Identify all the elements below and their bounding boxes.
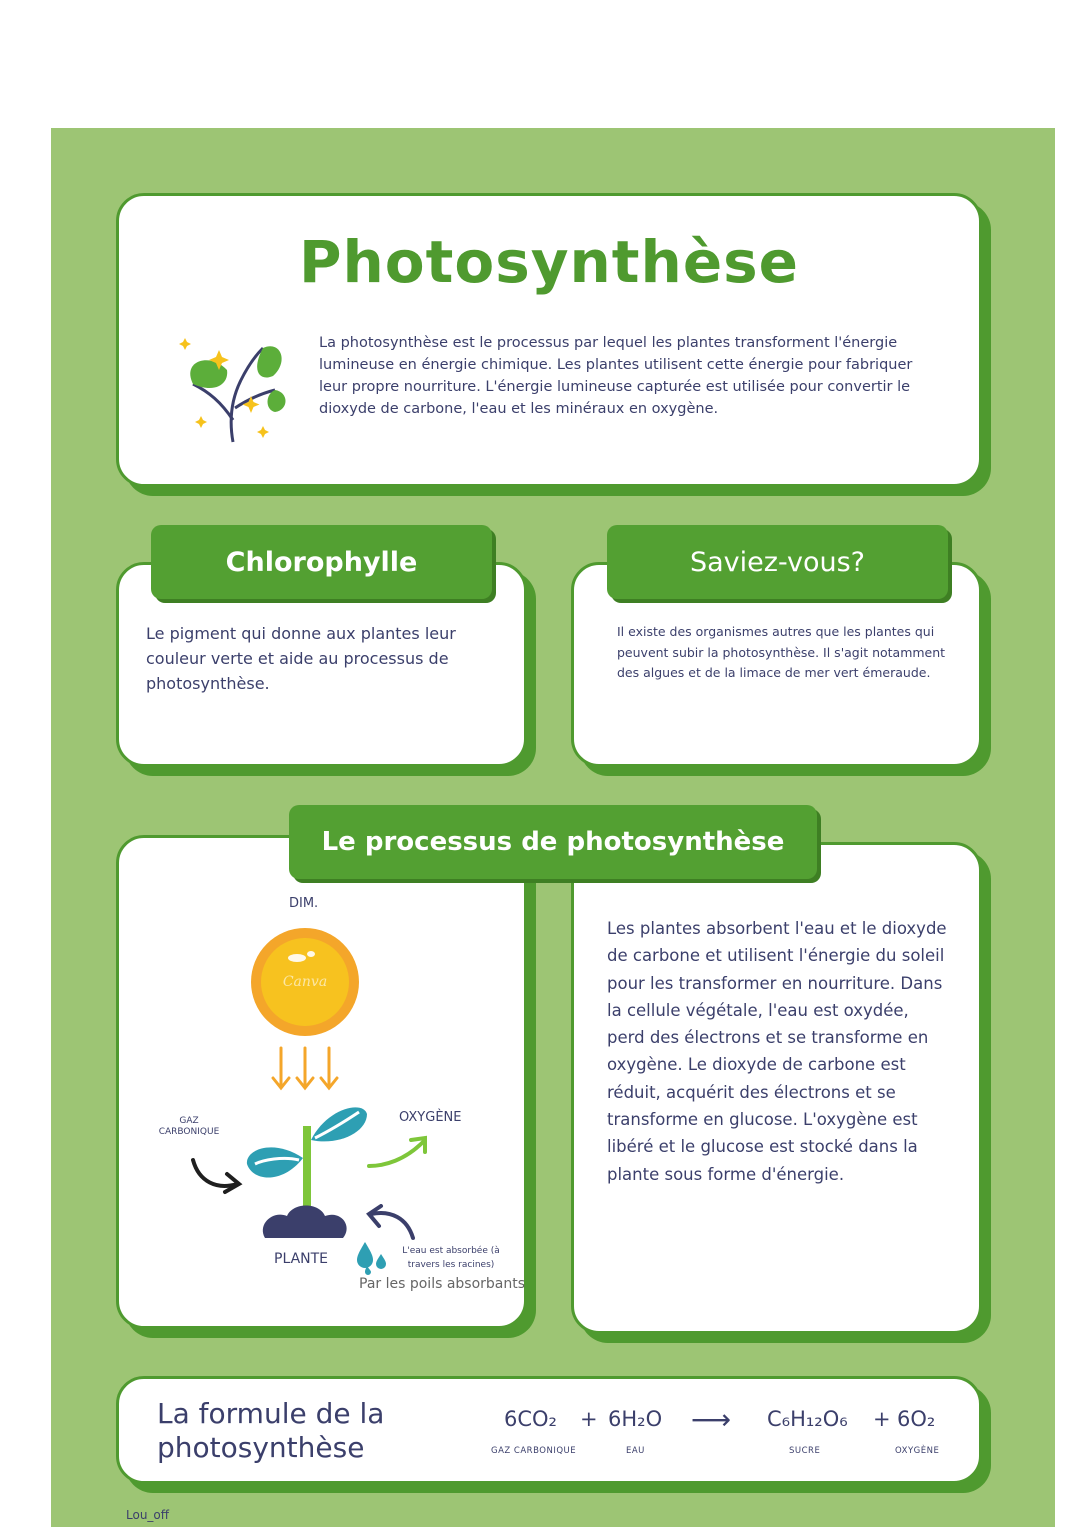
process-title: Le processus de photosynthèse [321, 827, 785, 857]
sun-watermark: Canva [282, 974, 328, 990]
plant-icon [243, 1098, 373, 1248]
intro-text: La photosynthèse est le processus par lequel les plantes transforment l'énergie lumineuse en énergie chimique. Les plantes utilisent cette énergie pour fabriquer leur propre nourriture. L'énergie lumineuse capturée est utilisée pour convertir le dioxyde de carbone, l'eau et les minéraux en oxygène. [319, 335, 913, 417]
saviez-title: Saviez-vous? [690, 546, 865, 578]
title-card [116, 193, 982, 487]
oxygen-label: OXYGÈNE [399, 1110, 462, 1125]
formula-arrow: ⟶ [691, 1403, 732, 1436]
plant-sparkle-icon [171, 330, 291, 450]
page-title: Photosynthèse [298, 228, 800, 296]
process-text: Les plantes absorbent l'eau et le dioxyde de carbone et utilisent l'énergie du soleil pour les transformer en nourriture. Dans la cellule végétale, l'eau est oxydée, perd des électrons et se transforme en oxygène. Le dioxyde de carbone est réduit, acquérit des électrons et se transforme en glucose. L'oxygène est libéré et le glucose est stocké dans la plante sous forme d'énergie. [607, 919, 947, 1184]
formula-label-glucose: SUCRE [789, 1446, 821, 1456]
process-text-card [571, 842, 982, 1334]
diagram-card [116, 835, 527, 1329]
formula-plus-2: + [873, 1407, 891, 1431]
saviez-tab [607, 525, 948, 599]
process-tab [289, 805, 817, 879]
formula-card [116, 1376, 982, 1484]
water-drops-icon [355, 1240, 389, 1276]
saviez-text: Il existe des organismes autres que les plantes qui peuvent subir la photosynthèse. Il s'agit notamment des algues et de la limace de mer vert émeraude. [617, 624, 946, 680]
formula-title: La formule de la photosynthèse [157, 1397, 385, 1464]
handwritten-note: Par les poils absorbants [359, 1276, 526, 1292]
author-credit: Lou_off [126, 1508, 170, 1522]
formula-term-glucose: C₆H₁₂O₆ [767, 1407, 848, 1431]
sun-label: DIM. [289, 896, 319, 911]
formula-label-o2: OXYGÈNE [895, 1446, 940, 1456]
formula-plus-1: + [580, 1407, 598, 1431]
chlorophylle-tab [151, 525, 492, 599]
formula-label-h2o: EAU [626, 1446, 645, 1456]
formula-label-co2: GAZ CARBONIQUE [491, 1446, 577, 1456]
plant-label: PLANTE [274, 1251, 329, 1267]
oxygen-arrow-icon [365, 1132, 433, 1172]
water-label: L'eau est absorbée (à travers les racines) [402, 1246, 500, 1270]
chlorophylle-title: Chlorophylle [225, 546, 418, 578]
sun-icon [247, 924, 363, 1040]
formula-term-o2: 6O₂ [897, 1407, 936, 1431]
water-arrow-icon [363, 1204, 419, 1244]
formula-term-co2: 6CO₂ [504, 1407, 557, 1431]
sunlight-arrows-icon [269, 1046, 341, 1092]
formula-term-h2o: 6H₂O [608, 1407, 663, 1431]
co2-label: GAZ CARBONIQUE [158, 1116, 220, 1137]
co2-arrow-icon [189, 1156, 245, 1196]
chlorophylle-text: Le pigment qui donne aux plantes leur couleur verte et aide au processus de photosynthèse. [146, 624, 456, 693]
